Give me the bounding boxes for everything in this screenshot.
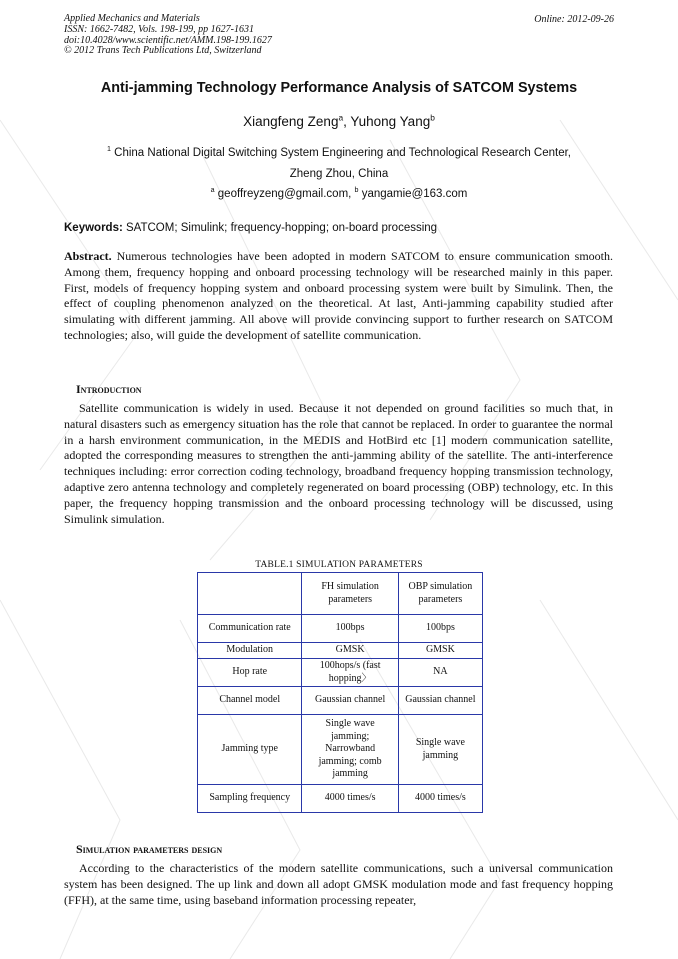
section-heading-introduction: Introduction (76, 382, 142, 396)
author-separator: , (343, 114, 351, 129)
simulation-parameters-table (197, 572, 483, 813)
table-header-cell (198, 573, 302, 615)
table-header-cell: FH simulation parameters (302, 573, 398, 615)
table-header-row (198, 573, 483, 615)
running-header (64, 14, 272, 57)
keywords (64, 222, 437, 234)
email-marker: a (210, 186, 215, 195)
table-cell: Jamming type (198, 715, 302, 785)
issn-line: ISSN: 1662-7482, Vols. 198-199, pp 1627-1631 (64, 23, 254, 35)
table-cell: 100hops/s (fast hopping〉 (302, 659, 398, 687)
affiliation-marker: 1 (106, 145, 111, 154)
table-cell: Modulation (198, 643, 302, 659)
table-cell: Hop rate (198, 659, 302, 687)
email-address: geoffreyzeng@gmail.com, (214, 188, 355, 200)
table-row (198, 715, 483, 785)
author-name: Yuhong Yang (350, 114, 431, 129)
table-cell: Gaussian channel (302, 687, 398, 715)
table-row (198, 643, 483, 659)
table-cell: Single wave jamming; Narrowband jamming; comb jamming (302, 715, 398, 785)
table-cell: GMSK (398, 643, 482, 659)
author-superscript: a (338, 112, 344, 123)
abstract-text: Numerous technologies have been adopted in modern SATCOM to ensure communication smooth. Among them, frequency hopping and onboard processing technology will be researched mainly in this paper. First, models of frequency hopping system and onboard processing system were built by Simulink. Then, the effect of coupling phenomenon analyzed on the theoretical. At last, Anti-jamming capability studied after simulating with different jamming. All above will provide convincing support to further research on SATCOM technologies; also, will guide the development of satellite communication. (64, 249, 613, 342)
author-list (0, 114, 678, 129)
paper-title: Anti-jamming Technology Performance Analysis of SATCOM Systems (100, 80, 578, 96)
table-row (198, 615, 483, 643)
email-address: yangamie@163.com (358, 188, 468, 200)
table-cell: 4000 times/s (302, 785, 398, 813)
table-header-cell: OBP simulation parameters (398, 573, 482, 615)
table-row (198, 687, 483, 715)
table-cell: 100bps (398, 615, 482, 643)
table-cell: GMSK (302, 643, 398, 659)
table-row (198, 659, 483, 687)
affiliation-text: China National Digital Switching System Engineering and Technological Research Center, (110, 147, 571, 159)
table-cell: Gaussian channel (398, 687, 482, 715)
table-cell: Single wave jamming (398, 715, 482, 785)
email-marker: b (354, 186, 359, 195)
table-cell: Channel model (198, 687, 302, 715)
table-cell: Communication rate (198, 615, 302, 643)
author-superscript: b (430, 112, 435, 123)
journal-name: Applied Mechanics and Materials (64, 13, 200, 24)
introduction-text: Satellite communication is widely in used. Because it not depended on ground facilities so much that, in natural disasters such as emergency situation has the role that cannot be replaced. In order to guarantee the normal in a harsh environment communication, in the MEDIS and HotBird etc [1] modern communication satellite, adopted the corresponding measures to strengthen the anti-jamming ability of the satellite. The anti-interference techniques including: error correction coding technology, broadband frequency hopping transmission technology, adaptive zero antenna technology and completely regenerated on board processing (OBP) technology, etc. In this paper, the frequency hopping transmission and the onboard processing technology will be discussed, using Simulink simulation. (64, 401, 613, 526)
email-line (0, 188, 678, 200)
abstract-label: Abstract. (64, 249, 112, 263)
table-cell: 100bps (302, 615, 398, 643)
affiliation-city: Zheng Zhou, China (289, 168, 389, 180)
author-name: Xiangfeng Zeng (243, 114, 339, 129)
online-date: Online: 2012-09-26 (534, 14, 614, 25)
table-caption: TABLE.1 SIMULATION PARAMETERS (255, 560, 423, 570)
keywords-label: Keywords: (64, 222, 123, 234)
table-cell: Sampling frequency (198, 785, 302, 813)
section-heading-simulation-design: Simulation parameters design (76, 842, 223, 856)
keywords-text: SATCOM; Simulink; frequency-hopping; on-board processing (122, 222, 438, 234)
copyright-line: © 2012 Trans Tech Publications Ltd, Switzerland (64, 45, 262, 57)
abstract (64, 249, 613, 344)
table-cell: 4000 times/s (398, 785, 482, 813)
table-cell: NA (398, 659, 482, 687)
table-row (198, 785, 483, 813)
simulation-design-text: According to the characteristics of the modern satellite communications, such a universal communication system has been designed. The up link and down all adopt GMSK modulation mode and fast frequency hopping (FFH), at the same time, using baseband information processing repeater, (64, 861, 613, 907)
doi-line: doi:10.4028/www.scientific.net/AMM.198-199.1627 (64, 34, 272, 46)
affiliation-line (0, 147, 678, 159)
